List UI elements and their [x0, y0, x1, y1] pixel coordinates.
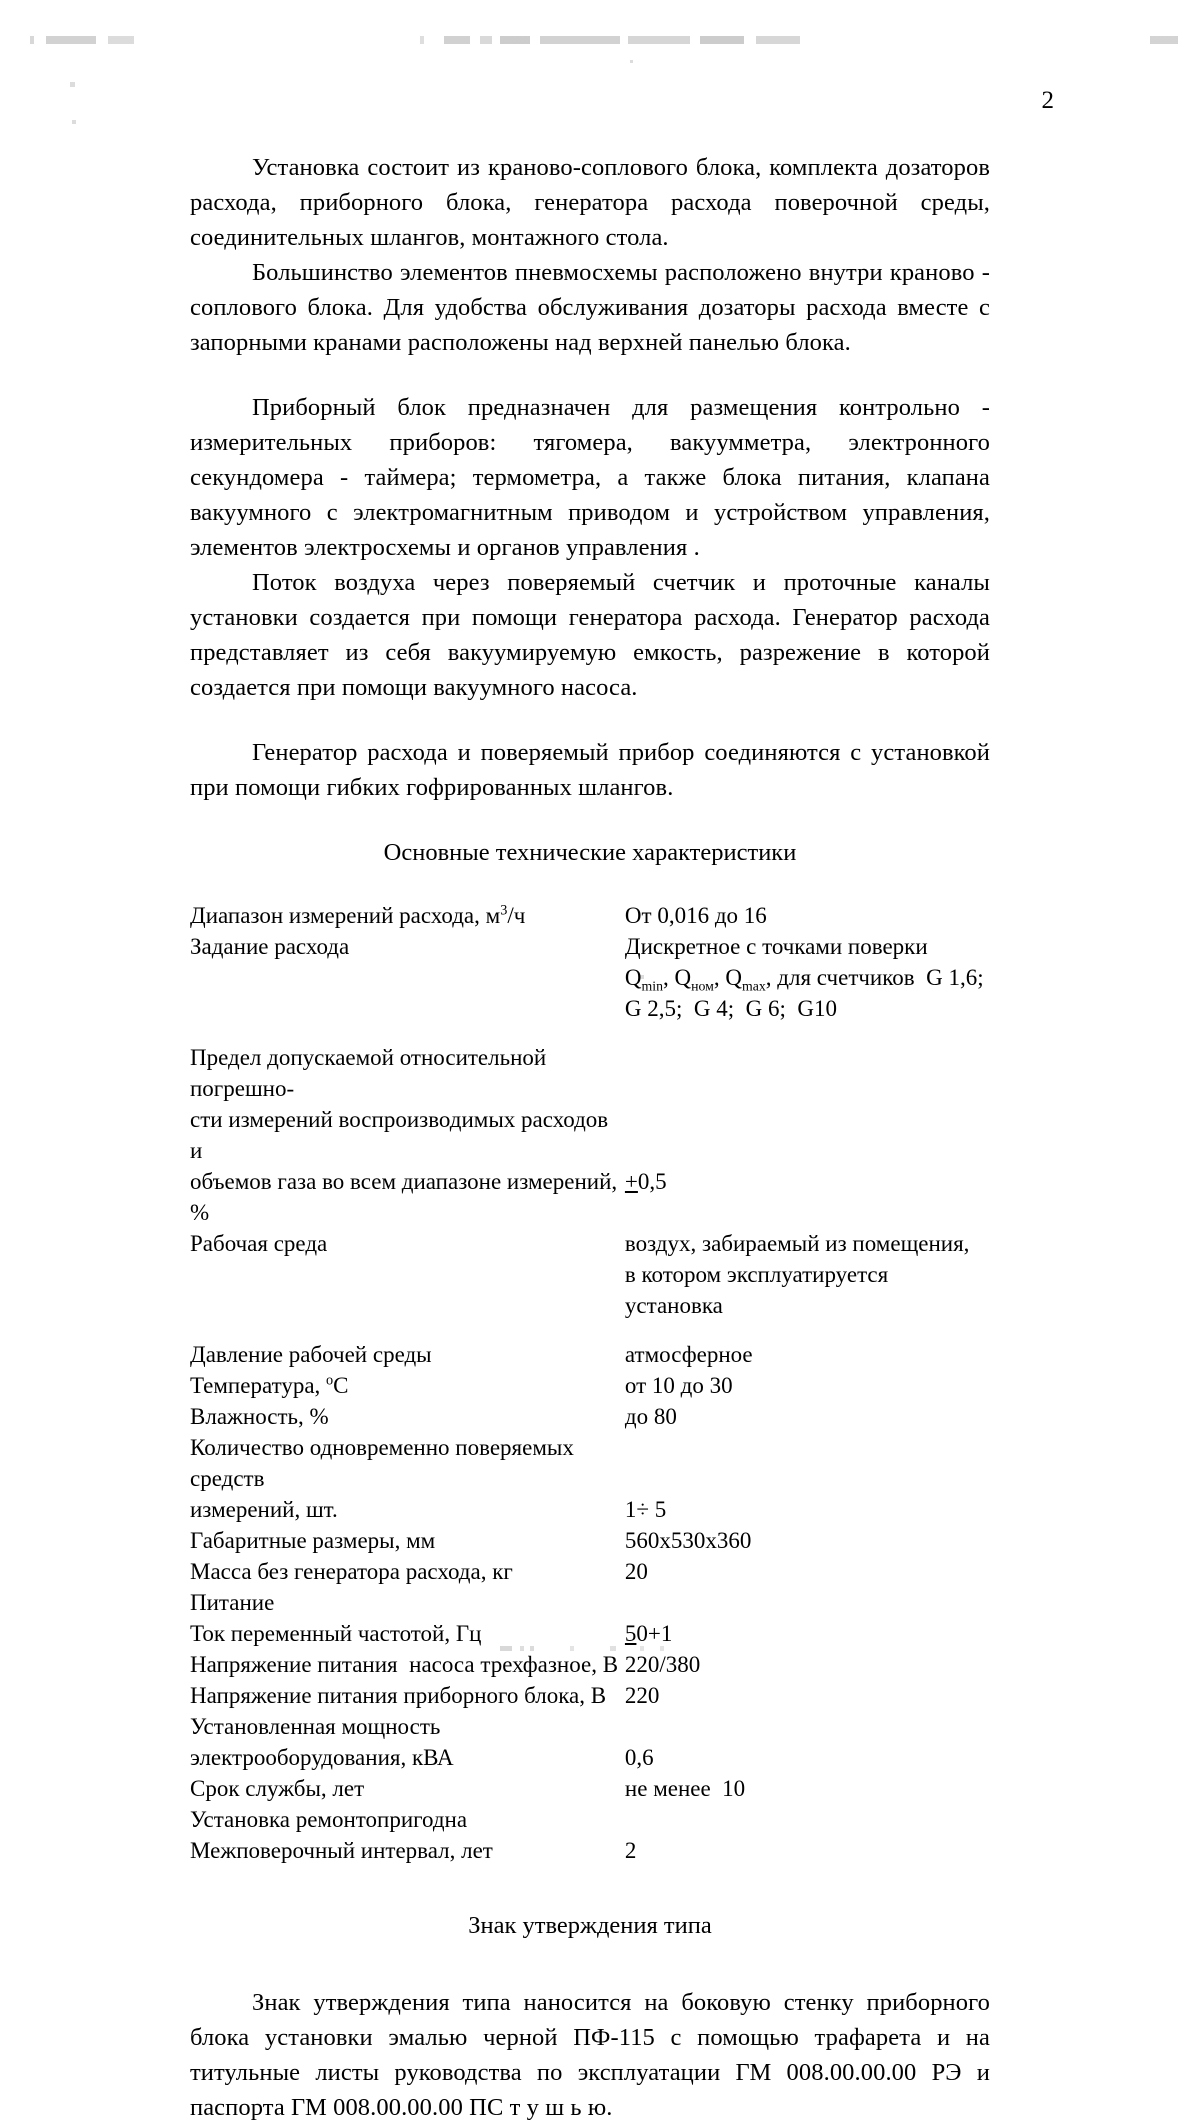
spec-value — [625, 1042, 990, 1104]
table-row — [190, 1339, 990, 1370]
spec-value: 0,6 — [624, 1745, 654, 1770]
flow-symbol: $Q_{ном}$, — [674, 965, 726, 994]
subscript: ном — [691, 978, 714, 994]
spec-label — [190, 962, 625, 993]
table-row — [190, 900, 990, 931]
table-row — [190, 1042, 990, 1104]
table-row — [190, 931, 990, 962]
spec-label: Ток переменный частотой, Гц — [190, 1621, 482, 1646]
paragraph-gap — [190, 360, 990, 390]
table-row — [190, 1649, 990, 1680]
table-row — [190, 1711, 990, 1742]
spec-value: От 0,016 до 16 — [624, 903, 767, 928]
spec-label: сти измерений воспроизводимых расходов и — [190, 1107, 614, 1163]
spec-label: Напряжение питания насоса трехфазное, В — [190, 1652, 619, 1677]
spec-label: Температура, $^о$С — [190, 1372, 349, 1398]
paragraph-pneumatic-elements: Большинство элементов пневмосхемы расположено внутри краново - соплового блока. Для удобства обслуживания дозаторы расхода вместе с запорными кранами расположены над верхней панелью блока. — [190, 259, 990, 356]
spec-label — [190, 993, 625, 1024]
spec-value: 20 — [624, 1559, 648, 1584]
spec-label: Межповерочный интервал, лет — [190, 1838, 493, 1863]
table-row — [190, 1525, 990, 1556]
spec-label: объемов газа во всем диапазоне измерений, % — [190, 1169, 623, 1225]
table-row — [190, 1401, 990, 1432]
spec-value: Дискретное с точками поверки — [624, 934, 928, 959]
spec-label: Диапазон измерений расхода, $м^3/ч$ — [190, 902, 526, 928]
spec-value: 1÷ 5 — [624, 1497, 667, 1522]
table-row-spacer — [190, 1321, 990, 1339]
table-row — [190, 1432, 990, 1494]
table-row — [190, 1166, 990, 1228]
table-row — [190, 1835, 990, 1866]
plus-minus-sign: 5 — [624, 1621, 637, 1646]
table-gap — [190, 870, 990, 900]
table-row — [190, 962, 990, 993]
page-content — [190, 0, 990, 2125]
table-row — [190, 1494, 990, 1525]
spec-value: 2 — [624, 1838, 637, 1863]
spec-value: от 10 до 30 — [624, 1373, 733, 1398]
table-row — [190, 1680, 990, 1711]
spec-label: Питание — [190, 1590, 275, 1615]
spec-value: 50+1 — [624, 1621, 673, 1646]
spec-value: в котором эксплуатируется установка — [624, 1262, 894, 1318]
spec-label: Задание расхода — [190, 934, 350, 959]
heading-gap — [190, 805, 990, 835]
table-row — [190, 1259, 990, 1321]
heading-technical-specifications: Основные технические характеристики — [383, 839, 797, 866]
heading-gap — [190, 1866, 990, 1908]
spacer-cell — [190, 1024, 990, 1042]
spec-value: 220/380 — [624, 1652, 701, 1677]
spacer-cell — [190, 1321, 990, 1339]
spec-value: G 2,5; G 4; G 6; G10 — [624, 996, 838, 1021]
spec-label — [190, 1259, 625, 1321]
spec-value: атмосферное — [624, 1342, 753, 1367]
subscript: min — [641, 978, 664, 994]
spec-label: Рабочая среда — [190, 1231, 328, 1256]
spec-value: не менее 10 — [624, 1776, 746, 1801]
spec-label: Срок службы, лет — [190, 1776, 365, 1801]
table-row — [190, 993, 990, 1024]
table-row — [190, 1228, 990, 1259]
plus-minus-sign: + — [624, 1169, 638, 1194]
spec-label: электрооборудования, кВА — [190, 1745, 454, 1770]
subscript: max — [742, 978, 766, 994]
heading-type-approval-mark: Знак утверждения типа — [468, 1912, 712, 1939]
table-row — [190, 1773, 990, 1804]
spec-value — [625, 1711, 990, 1742]
paragraph-flow-generator-connection: Генератор расхода и поверяемый прибор соединяются с установкой при помощи гибких гофрированных шлангов. — [190, 739, 990, 801]
paragraph-gap — [190, 1943, 990, 1985]
spec-label: Установка ремонтопригодна — [190, 1807, 468, 1832]
spec-value — [625, 1804, 990, 1835]
paragraph-instrument-block: Приборный блок предназначен для размещения контрольно - измерительных приборов: тягомера, вакуумметра, электронного секундомера - таймера; термометра, а также блока питания, клапана вакуумного с электромагнитным приводом и устройством управления, элементов электросхемы и органов управления . — [190, 394, 990, 561]
table-row — [190, 1804, 990, 1835]
scan-artifact-speck — [70, 82, 75, 87]
spec-value — [625, 1432, 990, 1494]
spec-label: Установленная мощность — [190, 1714, 441, 1739]
spec-label: Давление рабочей среды — [190, 1342, 432, 1367]
table-row — [190, 1556, 990, 1587]
spec-value — [625, 1587, 990, 1618]
table-row — [190, 1587, 990, 1618]
spec-label: измерений, шт. — [190, 1497, 338, 1522]
table-row — [190, 1370, 990, 1401]
scan-artifact-speck — [72, 120, 76, 124]
table-row — [190, 1742, 990, 1773]
paragraph-gap — [190, 705, 990, 735]
spec-label: Количество одновременно поверяемых средств — [190, 1435, 580, 1491]
flow-symbol: $Q_{min}$, — [624, 965, 675, 994]
paragraph-type-approval-mark: Знак утверждения типа наносится на боковую стенку приборного блока установки эмалью черной ПФ-115 с помощью трафарета и на титульные листы руководства по эксплуатации ГМ 008.00.00.00 РЭ и паспорта ГМ 008.00.00.00 ПС т у ш ь ю. — [190, 1989, 990, 2121]
table-row — [190, 1618, 990, 1649]
spec-label: Масса без генератора расхода, кг — [190, 1559, 513, 1584]
spec-label: Предел допускаемой относительной погрешно- — [190, 1045, 552, 1101]
specifications-table-body — [190, 900, 990, 1866]
superscript: 3 — [500, 902, 508, 919]
spec-value: +0,5 — [624, 1169, 667, 1194]
specifications-table — [190, 900, 990, 1866]
paragraph-installation-composition: Установка состоит из краново-соплового блока, комплекта дозаторов расхода, приборного блока, генератора расхода поверочной среды, соединительных шлангов, монтажного стола. — [190, 154, 990, 251]
superscript: о — [326, 1372, 334, 1389]
spec-label: Габаритные размеры, мм — [190, 1528, 436, 1553]
spec-value: до 80 — [624, 1404, 677, 1429]
spec-value: 560х530х360 — [624, 1528, 752, 1553]
paragraph-air-flow: Поток воздуха через поверяемый счетчик и проточные каналы установки создается при помощи генератора расхода. Генератор расхода представляет из себя вакуумируемую емкость, разрежение в которой создается при помощи вакуумного насоса. — [190, 569, 990, 701]
spec-label: Влажность, % — [190, 1404, 329, 1429]
spec-value: 220 — [624, 1683, 660, 1708]
flow-symbol: $Q_{max}$, — [725, 965, 772, 994]
spec-label: Напряжение питания приборного блока, В — [190, 1683, 607, 1708]
table-row — [190, 1104, 990, 1166]
spec-value — [625, 1104, 990, 1166]
page-number: 2 — [1041, 87, 1054, 114]
spec-value: $Q_{min}$, $Q_{ном}$, $Q_{max}$, для счетчиков G 1,6; — [624, 965, 984, 994]
table-row-spacer — [190, 1024, 990, 1042]
spec-value: воздух, забираемый из помещения, — [624, 1231, 970, 1256]
